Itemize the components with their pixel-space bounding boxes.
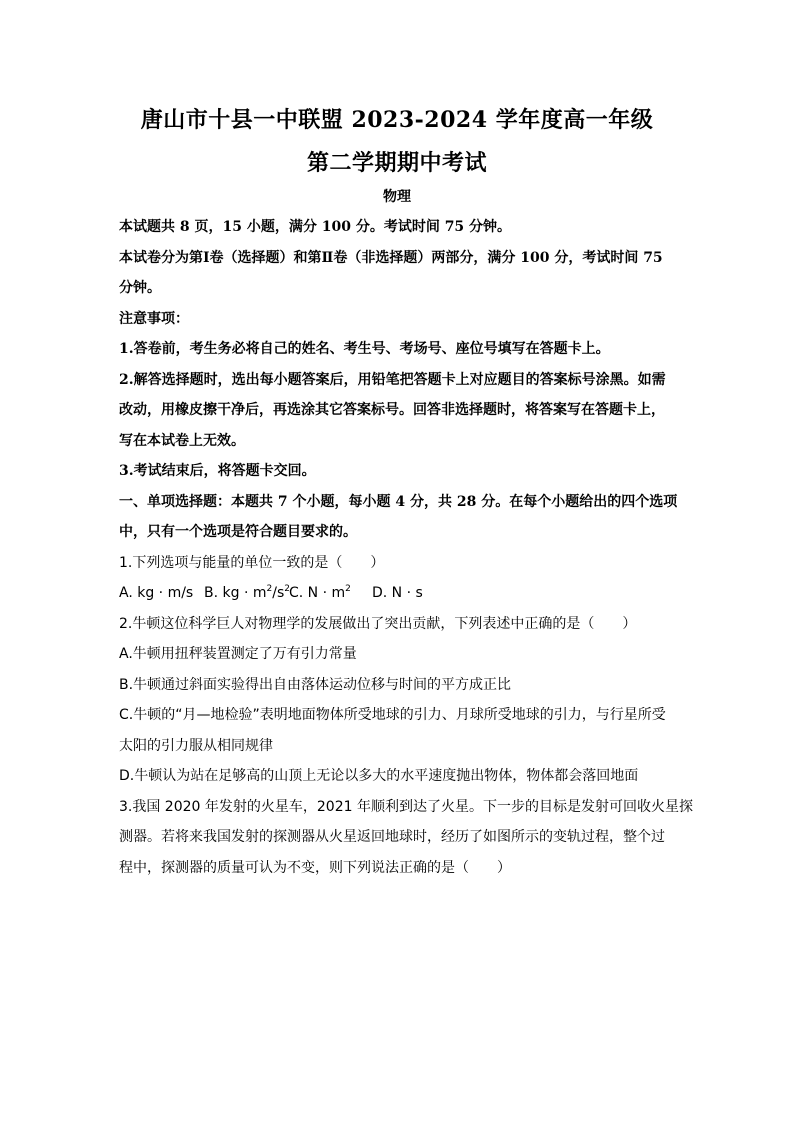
notes-item: 2.解答选择题时，选出每小题答案后，用铅笔把答题卡上对应题目的答案标号涂黑。如需 — [119, 371, 666, 388]
option-b — [204, 578, 289, 609]
question-2-option-c: 太阳的引力服从相同规律 — [119, 737, 273, 754]
section-heading: 一、单项选择题：本题共 7 个小题，每小题 4 分，共 28 分。在每个小题给出的四个选项 — [119, 493, 678, 510]
section-heading: 中，只有一个选项是符合题目要求的。 — [119, 524, 357, 540]
question-3-stem: 测器。若将来我国发射的探测器从火星返回地球时，经历了如图所示的变轨过程，整个过 — [119, 829, 665, 845]
intro-line: 本试卷分为第Ⅰ卷（选择题）和第Ⅱ卷（非选择题）两部分，满分 100 分，考试时间 75 — [119, 249, 663, 266]
question-2-option-d: D.牛顿认为站在足够高的山顶上无论以多大的水平速度抛出物体，物体都会落回地面 — [119, 768, 639, 784]
notes-item: 改动，用橡皮擦干净后，再选涂其它答案标号。回答非选择题时，将答案写在答题卡上， — [119, 402, 665, 418]
question-2-stem: 2.牛顿这位科学巨人对物理学的发展做出了突出贡献，下列表述中正确的是（ ） — [119, 615, 637, 632]
notes-item: 3.考试结束后，将答题卡交回。 — [119, 463, 316, 479]
option-b-text: /s — [272, 585, 285, 601]
option-b-exponent: 2 — [284, 584, 290, 594]
question-3-stem: 程中，探测器的质量可认为不变，则下列说法正确的是（ ） — [119, 859, 511, 876]
exam-content — [119, 212, 693, 883]
intro-line: 本试题共 8 页，15 小题，满分 100 分。考试时间 75 分钟。 — [119, 219, 512, 235]
intro-line: 分钟。 — [119, 280, 161, 296]
question-1-options — [119, 578, 679, 609]
option-b-exponent: 2 — [266, 584, 273, 594]
option-c-text: C. N · m — [289, 585, 346, 601]
notes-heading: 注意事项： — [119, 310, 189, 327]
notes-item: 1.答卷前，考生务必将自己的姓名、考生号、考场号、座位号填写在答题卡上。 — [119, 341, 610, 357]
option-a: A. kg · m/s — [119, 585, 194, 601]
subject-label: 物理 — [383, 189, 411, 205]
question-2-option-a: A.牛顿用扭秤装置测定了万有引力常量 — [119, 646, 357, 662]
option-d: D. N · s — [372, 585, 423, 601]
question-3-stem: 3.我国 2020 年发射的火星车，2021 年顺利到达了火星。下一步的目标是发射可回收火星探 — [119, 798, 693, 815]
option-c — [289, 578, 372, 609]
exam-title-line1: 唐山市十县一中联盟 2023-2024 学年度高一年级 — [140, 107, 654, 133]
option-c-exponent: 2 — [345, 584, 351, 594]
option-b-text: B. kg · m — [204, 585, 267, 601]
notes-item: 写在本试卷上无效。 — [119, 432, 245, 449]
question-2-option-c: C.牛顿的“月—地检验”表明地面物体所受地球的引力、月球所受地球的引力，与行星所受 — [119, 707, 666, 723]
exam-title-line2: 第二学期期中考试 — [306, 150, 487, 176]
question-2-option-b: B.牛顿通过斜面实验得出自由落体运动位移与时间的平方成正比 — [119, 676, 512, 693]
question-1-stem: 1.下列选项与能量的单位一致的是（ ） — [119, 554, 385, 571]
